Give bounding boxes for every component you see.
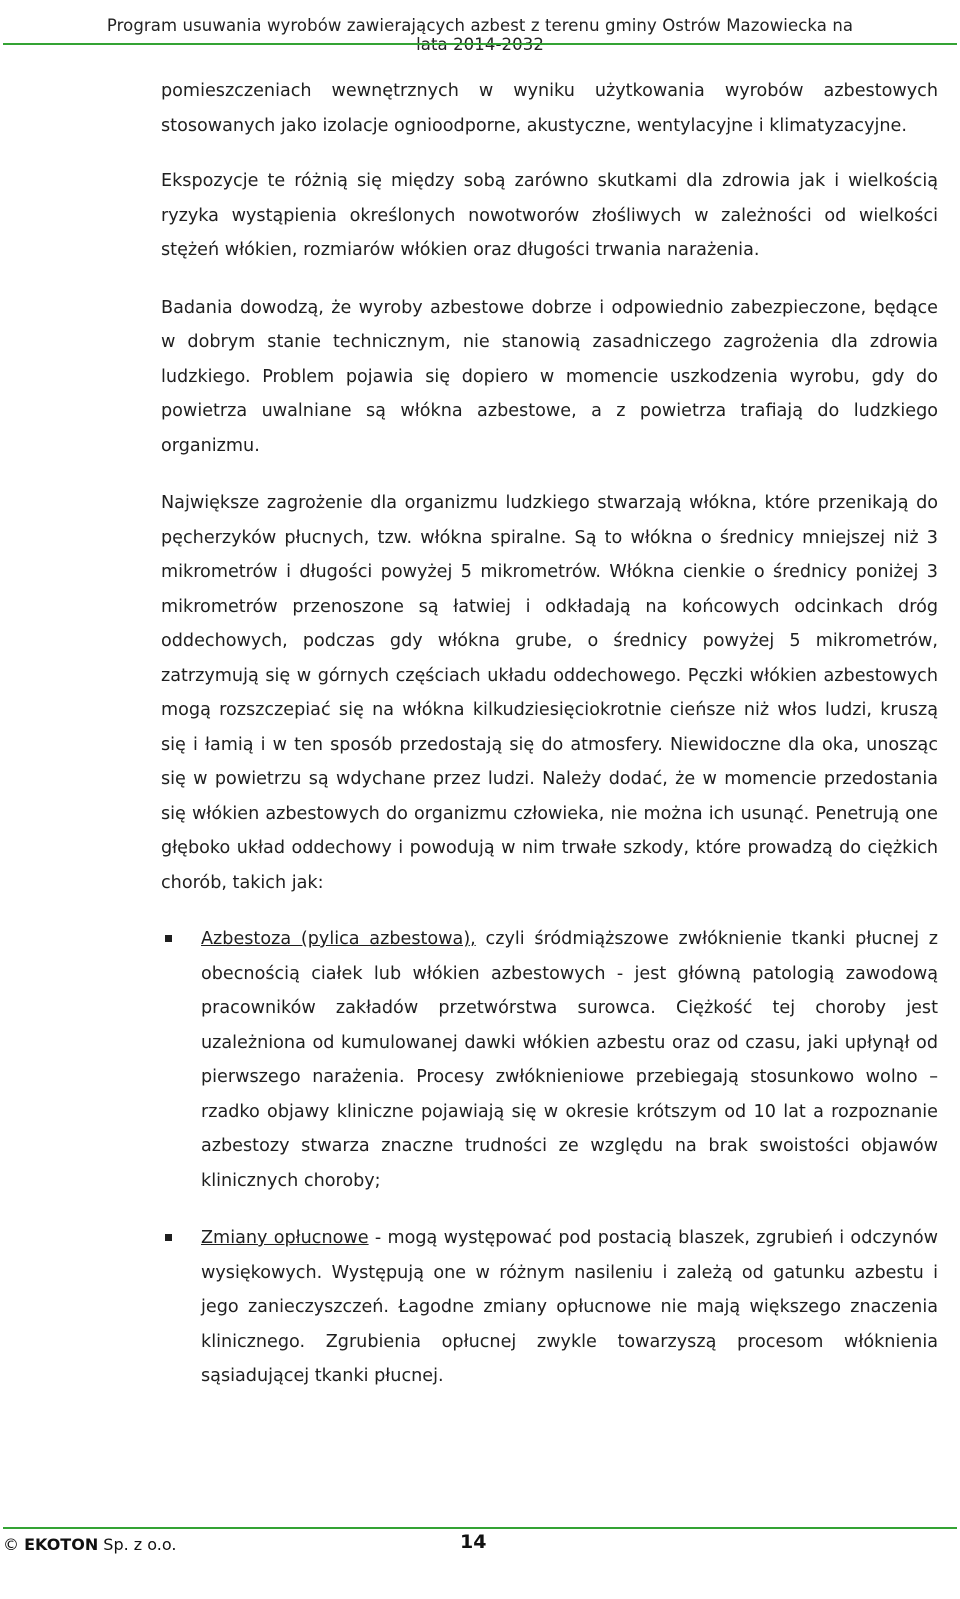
paragraph: pomieszczeniach wewnętrznych w wyniku użytkowania wyrobów azbestowych stosowanych jako izolacje ognioodporne, akustyczne, wentylacyjne i klimatyzacyjne. [161, 81, 938, 136]
company-suffix: Sp. z o.o. [98, 1535, 177, 1554]
square-bullet-icon [165, 935, 172, 942]
paragraph: Badania dowodzą, że wyroby azbestowe dobrze i odpowiednio zabezpieczone, będące w dobrym stanie technicznym, nie stanowią zasadniczego zagrożenia dla zdrowia ludzkiego. Problem pojawia się dopiero w momencie uszkodzenia wyrobu, gdy do powietrza uwalniane są włókna azbestowe, a z powietrza trafiają do ludzkiego organizmu. [161, 297, 938, 456]
list-item [161, 922, 938, 1198]
list-item-term: Azbestoza (pylica azbestowa), [201, 929, 476, 949]
disease-list [161, 922, 938, 1394]
paragraph: Największe zagrożenie dla organizmu ludzkiego stwarzają włókna, które przenikają do pęcherzyków płucnych, tzw. włókna spiralne. Są to włókna o średnicy mniejszej niż 3 mikrometrów i długości powyżej 5 mikrometrów. Włókna cienkie o średnicy poniżej 3 mikrometrów przenoszone są łatwiej i odkładają na końcowych odcinkach dróg oddechowych, podczas gdy włókna grube, o średnicy powyżej 5 mikrometrów, zatrzymują się w górnych częściach układu oddechowego. Pęczki włókien azbestowych mogą rozszczepiać się na włókna kilkudziesięciokrotnie cieńsze niż włos ludzi, kruszą się i łamią i w ten sposób przedostają się do atmosfery. Niewidoczne dla oka, unosząc się w powietrzu są wdychane przez ludzi. Należy dodać, że w momencie przedostania się włókien azbestowych do organizmu człowieka, nie można ich usunąć. Penetrują one głęboko układ oddechowy i powodują w nim trwałe szkody, które prowadzą do ciężkich chorób, takich jak: [161, 493, 938, 893]
page-header-title: Program usuwania wyrobów zawierających azbest z terenu gminy Ostrów Mazowiecka na [106, 16, 854, 35]
list-item-term: Zmiany opłucnowe [201, 1228, 369, 1248]
header-divider [3, 43, 957, 45]
footer-company [3, 1535, 176, 1554]
list-item-text: czyli śródmiąższowe zwłóknienie tkanki płucnej z obecnością ciałek lub włókien azbestowych - jest główną patologią zawodową pracowników zakładów przetwórstwa surowca. Ciężkość tej choroby jest uzależniona od kumulowanej dawki włókien azbestu oraz od czasu, jaki upłynął od pierwszego narażenia. Procesy zwłóknieniowe przebiegają stosunkowo wolno – rzadko objawy kliniczne pojawiają się w okresie krótszym od 10 lat a rozpoznanie azbestozy stwarza znaczne trudności ze względu na brak swoistości objawów klinicznych choroby; [201, 929, 938, 1191]
page-number: 14 [460, 1531, 487, 1553]
copyright-symbol: © [3, 1535, 19, 1554]
company-name: EKOTON [24, 1535, 99, 1554]
paragraph: Ekspozycje te różnią się między sobą zarówno skutkami dla zdrowia jak i wielkością ryzyka wystąpienia określonych nowotworów złośliwych w zależności od wielkości stężeń włókien, rozmiarów włókien oraz długości trwania narażenia. [161, 171, 938, 260]
list-item-text: - mogą występować pod postacią blaszek, zgrubień i odczynów wysiękowych. Występują one w różnym nasileniu i zależą od gatunku azbestu i jego zanieczyszczeń. Łagodne zmiany opłucnowe nie mają większego znaczenia klinicznego. Zgrubienia opłucnej zwykle towarzyszą procesom włóknienia sąsiadującej tkanki płucnej. [201, 1228, 938, 1386]
document-body [161, 74, 938, 1417]
square-bullet-icon [165, 1234, 172, 1241]
list-item [161, 1221, 938, 1394]
footer-divider [3, 1527, 957, 1529]
